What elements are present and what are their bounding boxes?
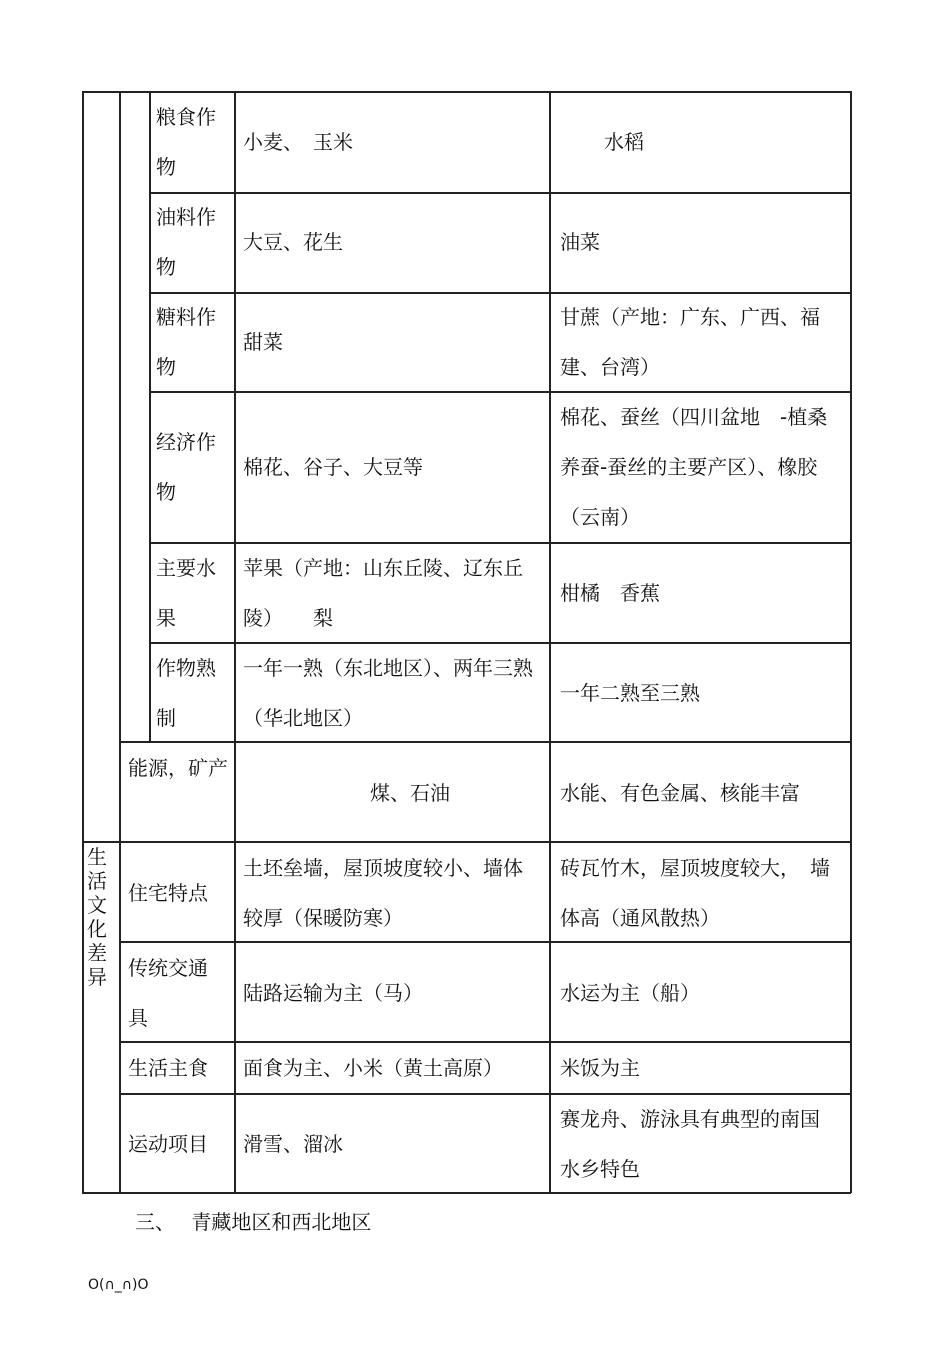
page-footer: O(∩_∩)O xyxy=(88,1277,149,1293)
south-cell: 赛龙舟、游泳具有典型的南国水乡特色 xyxy=(560,1107,820,1181)
category-cell: 运动项目 xyxy=(128,1132,208,1156)
north-cell: 土坯垒墙，屋顶坡度较小、墙体较厚（保暖防寒） xyxy=(243,856,523,930)
south-cell: 水能、有色金属、核能丰富 xyxy=(560,781,800,805)
south-cell: 砖瓦竹木，屋顶坡度较大， 墙体高（通风散热） xyxy=(560,856,830,930)
section-heading: 三、 青藏地区和西北地区 xyxy=(135,1210,372,1234)
category-cell: 传统交通具 xyxy=(128,956,208,1030)
north-cell: 煤、石油 xyxy=(370,781,450,805)
category-cell: 能源，矿产 xyxy=(128,756,228,780)
category-cell: 糖料作物 xyxy=(156,305,216,379)
south-cell: 水稻 xyxy=(604,130,644,154)
south-cell: 棉花、蚕丝（四川盆地 -植桑养蚕-蚕丝的主要产区）、橡胶（云南） xyxy=(560,405,828,529)
category-cell: 油料作物 xyxy=(156,205,216,279)
north-cell: 小麦、 玉米 xyxy=(243,130,353,154)
north-cell: 一年一熟（东北地区）、两年三熟（华北地区） xyxy=(243,656,533,730)
category-cell: 生活主食 xyxy=(128,1056,208,1080)
south-cell: 一年二熟至三熟 xyxy=(560,681,700,705)
group-label: 生活文化差异 xyxy=(87,845,107,989)
south-cell: 米饭为主 xyxy=(560,1056,640,1080)
north-cell: 苹果（产地：山东丘陵、辽东丘陵） 梨 xyxy=(243,556,523,630)
south-cell: 油菜 xyxy=(560,230,600,254)
category-cell: 主要水果 xyxy=(156,556,216,630)
north-cell: 滑雪、溜冰 xyxy=(243,1132,343,1156)
south-cell: 柑橘 香蕉 xyxy=(560,581,660,605)
category-cell: 粮食作物 xyxy=(156,105,216,179)
south-cell: 甘蔗（产地：广东、广西、福建、台湾） xyxy=(560,305,820,379)
north-cell: 大豆、花生 xyxy=(243,230,343,254)
north-cell: 甜菜 xyxy=(243,330,283,354)
category-cell: 经济作物 xyxy=(156,430,216,504)
north-cell: 面食为主、小米（黄土高原） xyxy=(243,1056,503,1080)
category-cell: 住宅特点 xyxy=(128,881,208,905)
category-cell: 作物熟制 xyxy=(156,656,216,730)
north-cell: 棉花、谷子、大豆等 xyxy=(243,455,423,479)
south-cell: 水运为主（船） xyxy=(560,981,700,1005)
north-cell: 陆路运输为主（马） xyxy=(243,981,423,1005)
